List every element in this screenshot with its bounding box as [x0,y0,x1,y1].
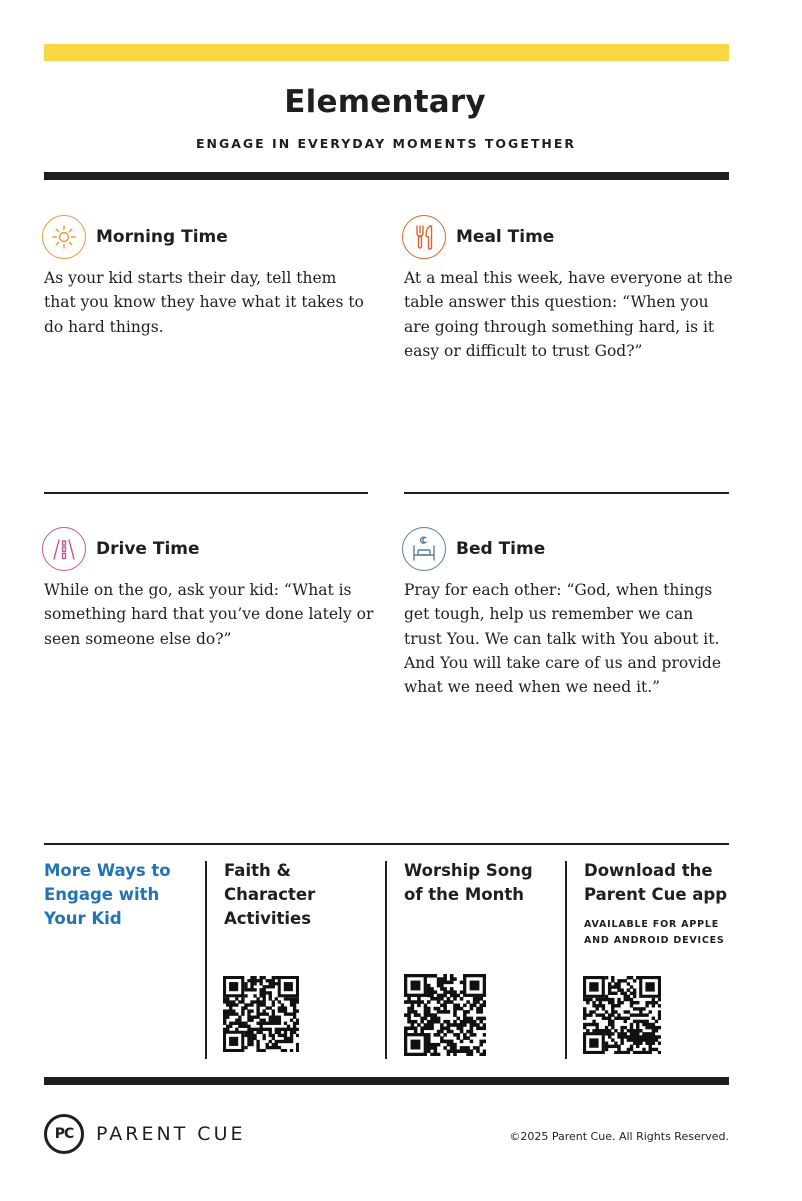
header-divider [44,172,729,180]
logo-mark: PC [44,1114,84,1154]
footer-divider [44,843,729,845]
download-app-label: Download the Parent Cue app [584,861,728,904]
worship-song-qr-code[interactable] [404,974,486,1056]
road-icon [42,527,86,571]
meal-time-text: At a meal this week, have everyone at the table answer this question: “When you are going through something hard, is it easy or difficult to trust God?” [404,269,733,360]
more-ways-heading [44,859,194,931]
column-divider [205,861,207,1059]
faith-activities-qr-code[interactable] [223,976,299,1052]
bed-time-heading [402,527,545,571]
utensils-icon [402,215,446,259]
app-download-qr-code[interactable] [583,976,661,1054]
column-divider [565,861,567,1059]
card-title: Morning Time [96,227,228,247]
page-title: Elementary [284,84,486,120]
meal-time-heading [402,215,554,259]
faith-activities-heading [224,859,364,931]
card-title: Drive Time [96,539,200,559]
drive-time-heading [42,527,200,571]
logo-text: PARENT CUE [96,1123,246,1145]
card-title: Bed Time [456,539,546,559]
more-ways-label: More Ways to Engage with Your Kid [44,861,171,928]
footer-bottom-divider [44,1077,729,1085]
accent-bar [44,44,729,61]
morning-time-text: As your kid starts their day, tell them that you know they have what it takes to do hard things. [44,269,364,336]
bed-moon-icon [402,527,446,571]
column-divider [385,861,387,1059]
available-devices-label: AVAILABLE FOR APPLE AND ANDROID DEVICES [584,919,725,946]
faith-activities-label: Faith & Character Activities [224,861,316,928]
bed-time-text: Pray for each other: “God, when things get tough, help us remember we can trust You. We can talk with You about it. And You will take care of us and provide what we need when we need it.” [404,581,722,697]
download-app-heading [584,859,734,949]
parent-cue-logo [44,1114,245,1154]
section-divider [404,492,729,494]
morning-time-heading [42,215,228,259]
page-subtitle: ENGAGE IN EVERYDAY MOMENTS TOGETHER [195,136,577,151]
section-divider [44,492,368,494]
worship-song-heading [404,859,554,907]
copyright-notice: ©2025 Parent Cue. All Rights Reserved. [509,1130,729,1143]
card-title: Meal Time [456,227,555,247]
drive-time-text: While on the go, ask your kid: “What is something hard that you’ve done lately or seen someone else do?” [44,581,374,648]
worship-song-label: Worship Song of the Month [404,861,533,904]
sun-icon [42,215,86,259]
